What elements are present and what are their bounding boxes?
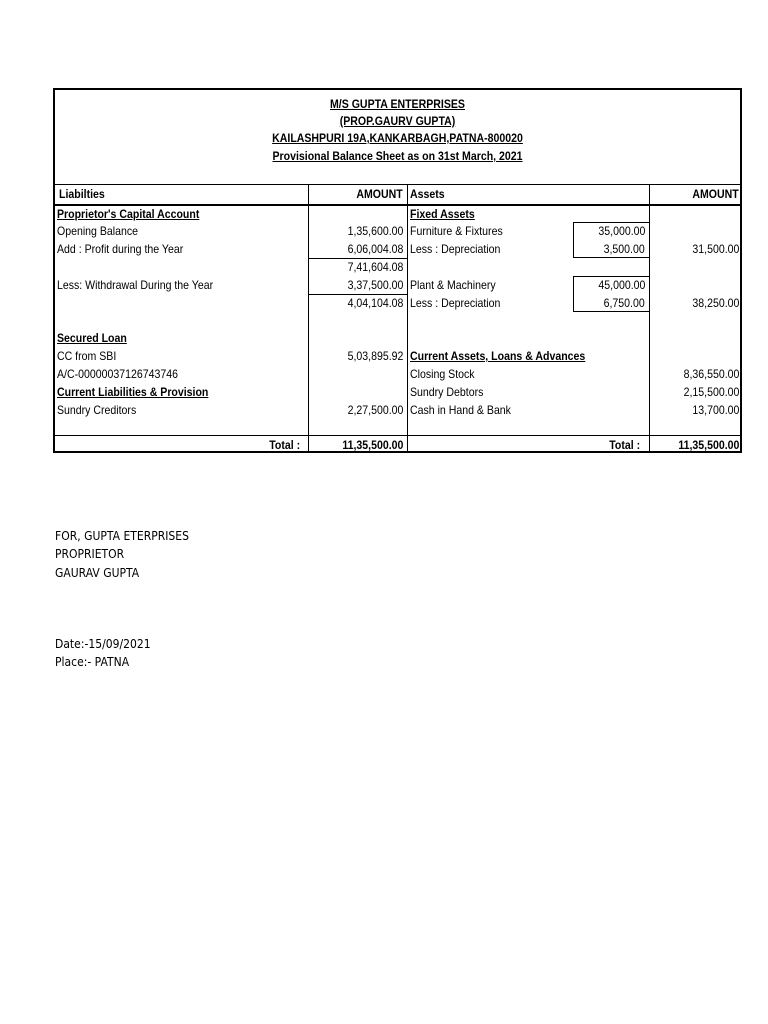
- opening-balance-amount: 1,35,600.00: [347, 224, 403, 238]
- withdrawal-label: Less: Withdrawal During the Year: [57, 278, 214, 292]
- footer-date: Date:-15/09/2021: [55, 637, 151, 651]
- plant-label: Plant & Machinery: [410, 278, 496, 292]
- footer-name: GAURAV GUPTA: [55, 566, 140, 580]
- balance-sheet: [53, 88, 742, 453]
- footer-place: Place:- PATNA: [55, 655, 130, 669]
- closing-stock-label: Closing Stock: [410, 367, 475, 381]
- plant-depreciation-label: Less : Depreciation: [410, 296, 501, 310]
- opening-balance-label: Opening Balance: [57, 224, 139, 238]
- header-divider: [55, 184, 740, 185]
- furniture-depreciation-label: Less : Depreciation: [410, 242, 501, 256]
- current-liabilities-heading: Current Liabilities & Provision: [57, 385, 209, 399]
- capital-subtotal-amount: 7,41,604.08: [347, 260, 403, 274]
- liabilities-total-label: Total :: [269, 438, 300, 452]
- net-capital-amount: 4,04,104.08: [347, 296, 403, 310]
- furniture-depreciation-amount: 3,500.00: [603, 242, 645, 256]
- liabilities-column-header: Liabilties: [59, 187, 105, 201]
- furniture-label: Furniture & Fixtures: [410, 224, 503, 238]
- plant-gross-amount: 45,000.00: [598, 278, 645, 292]
- account-number: A/C-00000037126743746: [57, 367, 178, 381]
- furniture-gross-amount: 35,000.00: [598, 224, 645, 238]
- capital-heading: Proprietor's Capital Account: [57, 207, 200, 221]
- furniture-net-amount: 31,500.00: [692, 242, 739, 256]
- total-divider: [55, 435, 740, 436]
- footer-for-line: FOR, GUPTA ETERPRISES: [55, 529, 189, 543]
- sundry-debtors-amount: 2,15,500.00: [683, 385, 739, 399]
- liabilities-total-amount: 11,35,500.00: [341, 438, 403, 452]
- sundry-debtors-label: Sundry Debtors: [410, 385, 484, 399]
- profit-label: Add : Profit during the Year: [57, 242, 184, 256]
- amount-left-column-header: AMOUNT: [356, 187, 403, 201]
- sundry-creditors-amount: 2,27,500.00: [347, 403, 403, 417]
- cc-loan-amount: 5,03,895.92: [347, 349, 403, 363]
- current-assets-heading: Current Assets, Loans & Advances: [410, 349, 586, 363]
- cash-label: Cash in Hand & Bank: [410, 403, 511, 417]
- assets-total-amount: 11,35,500.00: [677, 438, 739, 452]
- amount-right-column-header: AMOUNT: [692, 187, 739, 201]
- fixed-assets-heading: Fixed Assets: [410, 207, 475, 221]
- assets-total-label: Total :: [609, 438, 640, 452]
- assets-column-header: Assets: [410, 187, 445, 201]
- secured-loan-heading: Secured Loan: [57, 331, 127, 345]
- firm-address: KAILASHPURI 19A,KANKARBAGH,PATNA-800020: [272, 131, 523, 145]
- closing-stock-amount: 8,36,550.00: [683, 367, 739, 381]
- withdrawal-amount: 3,37,500.00: [347, 278, 403, 292]
- proprietor-name: (PROP.GAURV GUPTA): [339, 114, 456, 128]
- sundry-creditors-label: Sundry Creditors: [57, 403, 137, 417]
- plant-net-amount: 38,250.00: [692, 296, 739, 310]
- sheet-header: [55, 90, 740, 184]
- cash-amount: 13,700.00: [692, 403, 739, 417]
- sheet-title: Provisional Balance Sheet as on 31st March, 2021: [272, 149, 523, 163]
- column-divider-1: [308, 184, 309, 453]
- firm-name: M/S GUPTA ENTERPRISES: [330, 97, 465, 111]
- profit-amount: 6,06,004.08: [347, 242, 403, 256]
- column-divider-2: [407, 184, 408, 453]
- footer-role: PROPRIETOR: [55, 547, 125, 561]
- plant-depreciation-amount: 6,750.00: [603, 296, 645, 310]
- cc-loan-label: CC from SBI: [57, 349, 117, 363]
